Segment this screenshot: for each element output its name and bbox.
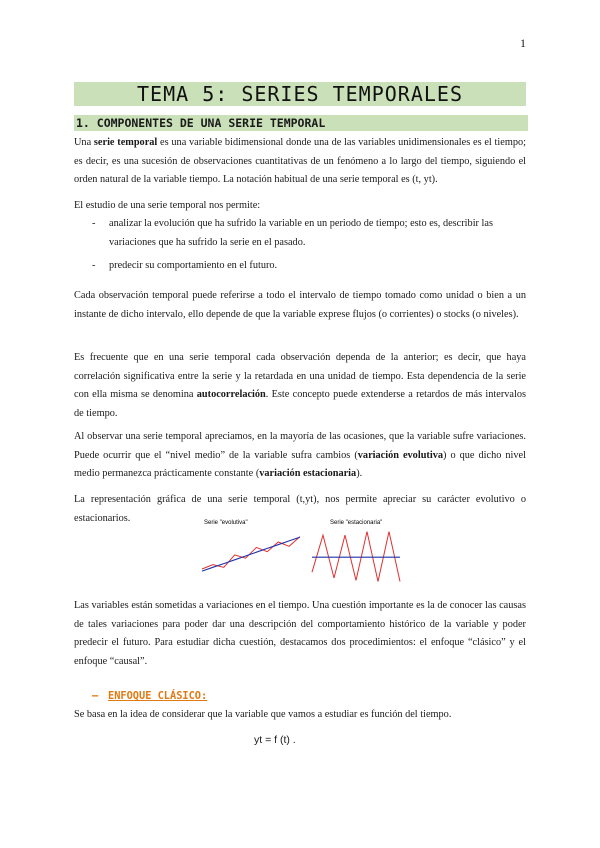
text-run: ).	[356, 468, 363, 479]
page-title: TEMA 5: SERIES TEMPORALES	[74, 82, 526, 106]
paragraph-definition	[74, 134, 526, 190]
list-item	[92, 257, 526, 276]
text-run: Una	[74, 137, 94, 148]
bold-term: serie temporal	[93, 137, 158, 148]
bold-term: variación estacionaria	[259, 468, 357, 479]
enfoque-clasico-heading	[92, 688, 207, 704]
formula: yt = f (t) .	[254, 734, 296, 746]
paragraph-intro-list: El estudio de una serie temporal nos permite:	[74, 200, 261, 211]
list-dash: -	[92, 218, 96, 229]
paragraph-graphic: La representación gráfica de una serie temporal (t,yt), nos permite apreciar su carácter evolutivo o estacionarios.	[74, 494, 526, 524]
series-line-data	[202, 537, 300, 569]
chart-estacionaria	[312, 532, 400, 582]
text-run: Es frecuente que en una serie temporal cada observación dependa de la anterior; es decir, que haya correlación significativa entre la serie y la retardada en una unidad de tiempo. Esta dependencia de la serie con ella misma se denomina	[74, 352, 526, 400]
bold-term: variación evolutiva	[357, 449, 444, 461]
text-run: Al observar una serie temporal apreciamos, en la mayoría de las ocasiones, que la variable sufre variaciones. Puede ocurrir que el “nivel medio” de la variable sufra cambios (	[74, 431, 526, 461]
bullet-dash: –	[92, 690, 99, 702]
chart-title-estacionaria: Serie "estacionaria"	[330, 520, 383, 526]
paragraph-observation: Cada observación temporal puede referirse a todo el intervalo de tiempo tomado como unidad o bien a un instante de dicho intervalo, ello depende de que la variable exprese flujos (o corrientes) o stocks (o niveles).	[74, 290, 526, 320]
chart-evolutiva	[202, 537, 300, 572]
paragraph-autocorrelation	[74, 349, 526, 423]
list-item-text: predecir su comportamiento en el futuro.	[109, 260, 278, 271]
list-item-text: analizar la evolución que ha sufrido la variable en un periodo de tiempo; esto es, describir las variaciones que ha sufrido la serie en el pasado.	[109, 218, 493, 248]
list-item	[92, 215, 526, 252]
time-series-charts	[196, 515, 416, 595]
bullet-label: ENFOQUE CLÁSICO:	[108, 690, 208, 702]
series-line-reference	[202, 537, 300, 571]
text-run: es una variable bidimensional donde una de las variables unidimensionales es el tiempo; es decir, es una sucesión de observaciones cuantitativas de un fenómeno a lo largo del tiempo, siguiendo el orden natural de la variable tiempo. La notación habitual de una serie temporal es (t, yt).	[74, 137, 526, 185]
text-run: . Este concepto puede extenderse a retardos de más intervalos de tiempo.	[74, 389, 526, 419]
page-number: 1	[520, 36, 526, 50]
paragraph-causes: Las variables están sometidas a variaciones en el tiempo. Una cuestión importante es la de conocer las causas de tales variaciones para poder dar una descripción del comportamiento histórico de la variable y poder predecir el futuro. Para estudiar dicha cuestión, destacamos dos procedimientos: el enfoque “clásico” y el enfoque “causal”.	[74, 600, 526, 667]
section-heading: 1. COMPONENTES DE UNA SERIE TEMPORAL	[74, 115, 528, 131]
chart-title-evolutiva: Serie "evolutiva"	[204, 520, 248, 526]
list-dash: -	[92, 260, 96, 271]
bold-term: autocorrelación	[196, 389, 266, 400]
paragraph-variations	[74, 428, 526, 484]
text-run: ) o que dicho nivel medio permanezca prácticamente constante (	[74, 449, 526, 479]
paragraph-classic: Se basa en la idea de considerar que la variable que vamos a estudiar es función del tiempo.	[74, 709, 452, 720]
series-line-data	[312, 532, 400, 582]
